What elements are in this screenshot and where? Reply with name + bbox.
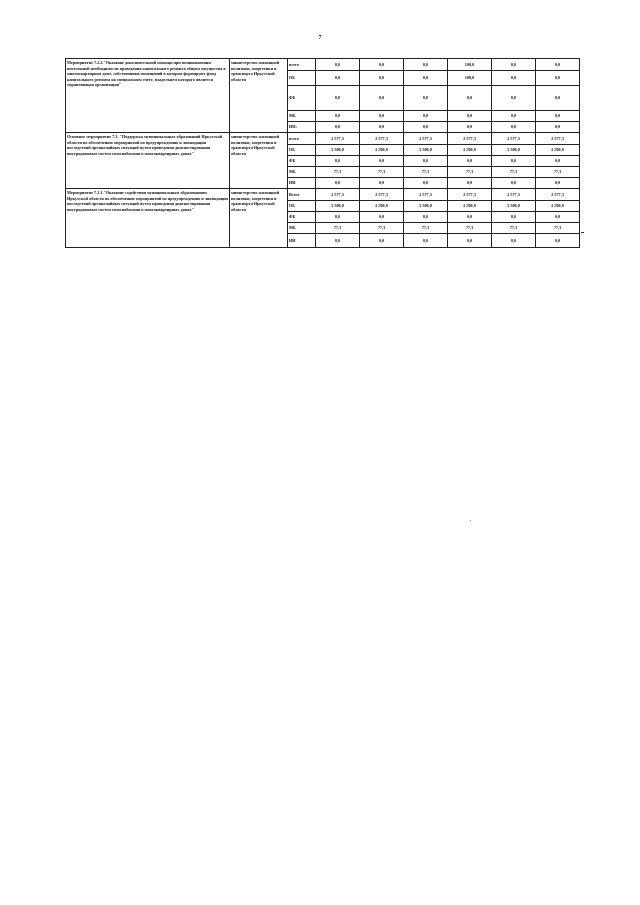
amount-cell: 0,0: [360, 178, 404, 189]
amount-cell: 77,3: [316, 167, 360, 178]
amount-cell: 0,0: [316, 111, 360, 122]
amount-cell: 77,3: [360, 223, 404, 234]
responsible-executor: министерство жилищной политики, энергетики и транспорта Иркутской области: [230, 59, 288, 133]
amount-cell: 0,0: [360, 86, 404, 111]
funding-source: ИИ: [288, 178, 316, 189]
amount-cell: 77,3: [492, 167, 536, 178]
amount-cell: 0,0: [316, 234, 360, 248]
amount-cell: 0,0: [316, 122, 360, 133]
funding-source: ОБ: [288, 201, 316, 212]
amount-cell: 77,3: [404, 223, 448, 234]
amount-cell: 77,3: [536, 167, 580, 178]
amount-cell: 77,3: [316, 223, 360, 234]
amount-cell: 0,0: [448, 156, 492, 167]
amount-cell: 0,0: [404, 212, 448, 223]
amount-cell: 0,0: [536, 59, 580, 71]
funding-source: ФБ: [288, 212, 316, 223]
amount-cell: 0,0: [536, 178, 580, 189]
amount-cell: 0,0: [360, 111, 404, 122]
amount-cell: 0,0: [448, 234, 492, 248]
amount-cell: 77,3: [448, 223, 492, 234]
funding-source: ОБ: [288, 71, 316, 86]
amount-cell: 0,0: [404, 156, 448, 167]
amount-cell: 0,0: [536, 156, 580, 167]
amount-cell: 0,0: [492, 111, 536, 122]
table-row: [66, 59, 580, 71]
amount-cell: 0,0: [448, 86, 492, 111]
scan-speck: [470, 520, 471, 521]
amount-cell: 0,0: [492, 178, 536, 189]
amount-cell: 2 500,0: [360, 145, 404, 156]
measure-description: Мероприятие 7.2.2."Оказание дополнительной помощи при возникновении неотложной необходимости проведения капитального ремонта общего имущества в многоквартирном доме, собственники помещений в котором формируют фонд капитального ремонта на специальном счете, владельцем которого является управляющая организация": [66, 59, 230, 133]
amount-cell: 0,0: [404, 111, 448, 122]
amount-cell: 0,0: [492, 156, 536, 167]
amount-cell: 0,0: [448, 122, 492, 133]
funding-source: МБ: [288, 223, 316, 234]
amount-cell: 0,0: [448, 212, 492, 223]
table-row: [66, 189, 580, 201]
amount-cell: 2 577,3: [404, 133, 448, 145]
amount-cell: 77,3: [536, 223, 580, 234]
amount-cell: 0,0: [404, 59, 448, 71]
amount-cell: 0,0: [536, 86, 580, 111]
amount-cell: 0,0: [360, 59, 404, 71]
amount-cell: 0,0: [316, 212, 360, 223]
amount-cell: 77,3: [404, 167, 448, 178]
amount-cell: 0,0: [360, 156, 404, 167]
funding-table: [65, 58, 580, 248]
amount-cell: 0,0: [492, 212, 536, 223]
funding-source: ФБ: [288, 156, 316, 167]
amount-cell: 77,3: [448, 167, 492, 178]
funding-source: ИИ:: [288, 122, 316, 133]
amount-cell: 2 500,0: [316, 201, 360, 212]
amount-cell: 0,0: [404, 234, 448, 248]
amount-cell: 2 500,0: [448, 201, 492, 212]
amount-cell: 0,0: [404, 122, 448, 133]
funding-source: всего: [288, 59, 316, 71]
funding-source: ИИ: [288, 234, 316, 248]
amount-cell: 0,0: [492, 234, 536, 248]
amount-cell: 2 500,0: [536, 145, 580, 156]
amount-cell: 0,0: [448, 178, 492, 189]
amount-cell: 2 577,3: [536, 133, 580, 145]
amount-cell: 2 577,3: [404, 189, 448, 201]
responsible-executor: министерство жилищной политики, энергетики и транспорта Иркутской области: [230, 133, 288, 189]
amount-cell: 0,0: [492, 122, 536, 133]
responsible-executor: министерство жилищной политики, энергетики и транспорта Иркутской области: [230, 189, 288, 248]
amount-cell: 2 577,3: [492, 189, 536, 201]
amount-cell: 2 577,3: [316, 189, 360, 201]
amount-cell: 0,0: [448, 111, 492, 122]
page-number: 7: [318, 35, 322, 41]
amount-cell: 0,0: [360, 122, 404, 133]
amount-cell: 0,0: [536, 111, 580, 122]
amount-cell: 100,0: [448, 71, 492, 86]
funding-source: ФБ: [288, 86, 316, 111]
amount-cell: 0,0: [360, 71, 404, 86]
amount-cell: 2 500,0: [536, 201, 580, 212]
amount-cell: 2 577,3: [448, 133, 492, 145]
table-body: [66, 59, 580, 248]
funding-source: Всего: [288, 189, 316, 201]
amount-cell: 0,0: [492, 86, 536, 111]
table-row: [66, 133, 580, 145]
amount-cell: 0,0: [360, 234, 404, 248]
amount-cell: 0,0: [536, 212, 580, 223]
amount-cell: 0,0: [404, 178, 448, 189]
amount-cell: 0,0: [316, 86, 360, 111]
amount-cell: 2 500,0: [404, 201, 448, 212]
amount-cell: 0,0: [404, 71, 448, 86]
funding-source: МБ: [288, 111, 316, 122]
amount-cell: 2 577,3: [316, 133, 360, 145]
amount-cell: 2 500,0: [448, 145, 492, 156]
amount-cell: 0,0: [316, 156, 360, 167]
funding-source: МБ: [288, 167, 316, 178]
amount-cell: 2 500,0: [316, 145, 360, 156]
amount-cell: 2 577,3: [360, 189, 404, 201]
amount-cell: 0,0: [492, 71, 536, 86]
amount-cell: 0,0: [316, 178, 360, 189]
amount-cell: 2 500,0: [360, 201, 404, 212]
margin-mark: [581, 232, 584, 233]
amount-cell: 0,0: [536, 234, 580, 248]
amount-cell: 2 577,3: [360, 133, 404, 145]
amount-cell: 2 577,3: [492, 133, 536, 145]
amount-cell: 2 577,3: [448, 189, 492, 201]
measure-description: Мероприятие 7.3.1."Оказание содействия муниципальным образованиям Иркутской области по обеспечению мероприятий по предупреждению и ликвидации последствий чрезвычайных ситуаций путем проведения диагностирования внутридомовых систем газоснабжения в многоквартирных домах": [66, 189, 230, 248]
measure-description: Основное мероприятие 7.3. "Поддержка муниципальных образований Иркутской области по обеспечению мероприятий по предупреждению и ликвидации последствий чрезвычайных ситуаций путем проведения диагностирования внутридомовых систем газоснабжения в многоквартирных домах": [66, 133, 230, 189]
amount-cell: 0,0: [316, 59, 360, 71]
amount-cell: 2 500,0: [404, 145, 448, 156]
amount-cell: 0,0: [360, 212, 404, 223]
amount-cell: 0,0: [492, 59, 536, 71]
amount-cell: 2 500,0: [492, 201, 536, 212]
amount-cell: 2 500,0: [492, 145, 536, 156]
amount-cell: 2 577,3: [536, 189, 580, 201]
amount-cell: 0,0: [536, 71, 580, 86]
funding-source: ОБ: [288, 145, 316, 156]
amount-cell: 0,0: [404, 86, 448, 111]
amount-cell: 100,0: [448, 59, 492, 71]
amount-cell: 77,3: [360, 167, 404, 178]
amount-cell: 0,0: [536, 122, 580, 133]
funding-source: всего: [288, 133, 316, 145]
amount-cell: 77,3: [492, 223, 536, 234]
amount-cell: 0,0: [316, 71, 360, 86]
